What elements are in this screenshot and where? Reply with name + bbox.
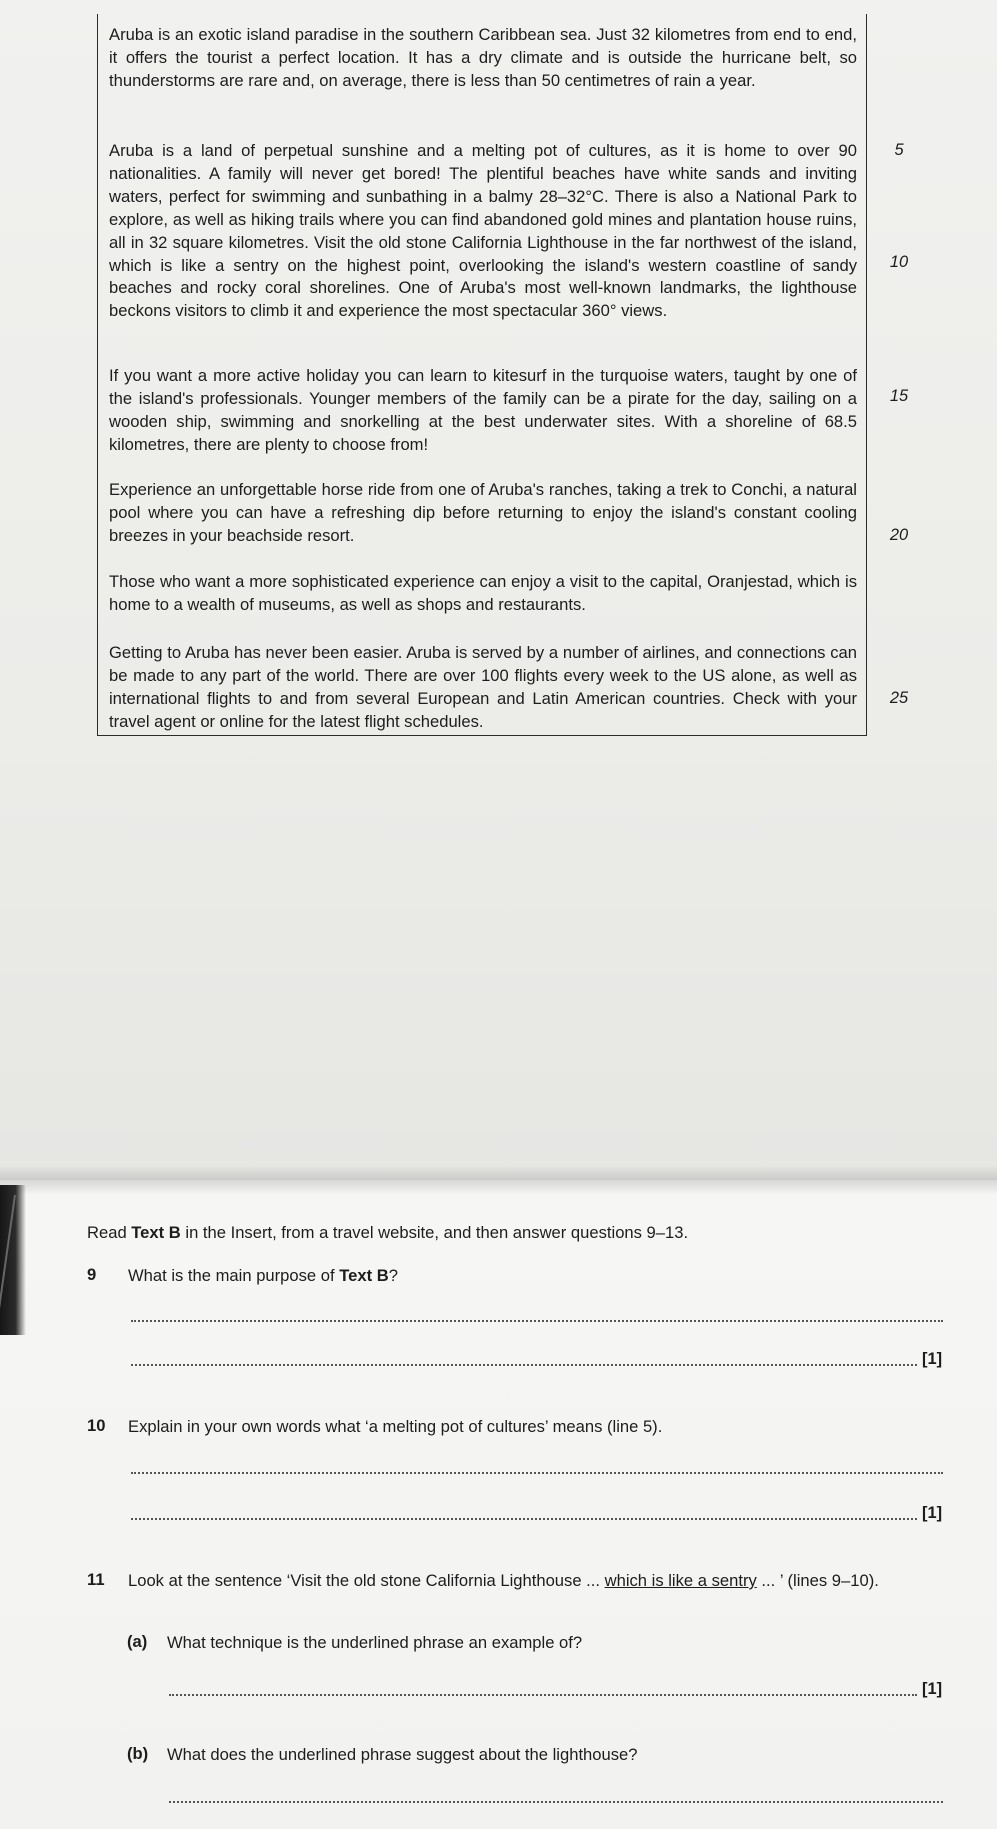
q9-mark: [1] [922,1350,943,1368]
intro-text-start: Read [87,1223,132,1242]
q11-underlined-phrase: which is like a sentry [604,1571,757,1590]
question-11-number: 11 [87,1570,105,1589]
question-9-text [128,1265,398,1287]
page-fold-shadow [0,1165,997,1195]
question-10-text: Explain in your own words what ‘a melting pot of cultures’ means (line 5). [128,1417,663,1436]
line-number-10: 10 [889,253,909,271]
q9-text-start: What is the main purpose of [128,1266,340,1285]
q9-text-end: ? [388,1266,398,1285]
line-number-15: 15 [889,387,909,405]
q11b-label: (b) [127,1744,149,1763]
q11b-answer-line[interactable] [169,1801,943,1803]
line-number-20: 20 [889,526,909,544]
line-number-5: 5 [894,141,904,159]
q11a-answer-line[interactable] [169,1694,917,1696]
q11a-label: (a) [127,1632,148,1651]
q10-answer-line-1[interactable] [131,1472,943,1474]
question-10-number: 10 [87,1416,106,1435]
questions-intro [87,1222,688,1244]
passage-paragraph-2: Aruba is a land of perpetual sunshine and a melting pot of cultures, as it is home to over 90 nationalities. A family will never get bored! The plentiful beaches have white sands and inviting waters, perfect for swimming and sunbathing in a balmy 28–32°C. There is also a National Park to explore, as well as hiking trails where you can find abandoned gold mines and plantation house ruins, all in 32 square kilometres. Visit the old stone California Lighthouse in the far northwest of the island, which is like a sentry on the highest point, overlooking the island's western coastline of sandy beaches and rocky coral shorelines. One of Aruba's most well-known landmarks, the lighthouse beckons visitors to climb it and experience the most spectacular 360° views. [109,141,857,321]
q11-text-start: Look at the sentence ‘Visit the old stone California Lighthouse ... [128,1571,605,1590]
passage-paragraph-4: Experience an unforgettable horse ride from one of Aruba's ranches, taking a trek to Conchi, a natural pool where you can have a refreshing dip before returning to enjoy the island's constant cooling breezes in your beachside resort. [109,480,857,545]
q9-answer-line-1[interactable] [131,1320,943,1322]
q10-answer-line-2[interactable] [131,1518,917,1520]
q11b-text: What does the underlined phrase suggest about the lighthouse? [167,1745,638,1764]
q10-mark: [1] [922,1504,943,1522]
q9-answer-line-2[interactable] [131,1364,917,1366]
passage-paragraph-5: Those who want a more sophisticated experience can enjoy a visit to the capital, Oranjestad, which is home to a wealth of museums, as well as shops and restaurants. [109,572,857,614]
question-11-text [128,1570,948,1592]
passage-paragraph-1: Aruba is an exotic island paradise in the southern Caribbean sea. Just 32 kilometres from end to end, it offers the tourist a perfect location. It has a dry climate and is outside the hurricane belt, so thunderstorms are rare and, on average, there is less than 50 centimetres of rain a year. [109,25,857,90]
line-number-25: 25 [889,689,909,707]
q11a-text: What technique is the underlined phrase an example of? [167,1633,583,1652]
intro-text-end: in the Insert, from a travel website, and then answer questions 9–13. [180,1223,689,1242]
q9-text-bold: Text B [339,1266,389,1285]
passage-paragraph-3: If you want a more active holiday you can learn to kitesurf in the turquoise waters, taught by one of the island's professionals. Younger members of the family can be a pirate for the day, sailing on a wooden ship, swimming and snorkelling at the best underwater sites. With a shoreline of 68.5 kilometres, there are plenty to choose from! [109,366,857,454]
intro-text-bold: Text B [131,1223,181,1242]
passage-paragraph-6: Getting to Aruba has never been easier. Aruba is served by a number of airlines, and connections can be made to any part of the world. There are over 100 flights every week to the US alone, as well as international flights to and from several European and Latin American countries. Check with your travel agent or online for the latest flight schedules. [109,643,857,731]
q11-text-end: ... ’ (lines 9–10). [756,1571,879,1590]
question-9-number: 9 [87,1265,97,1284]
q11a-mark: [1] [922,1680,943,1698]
